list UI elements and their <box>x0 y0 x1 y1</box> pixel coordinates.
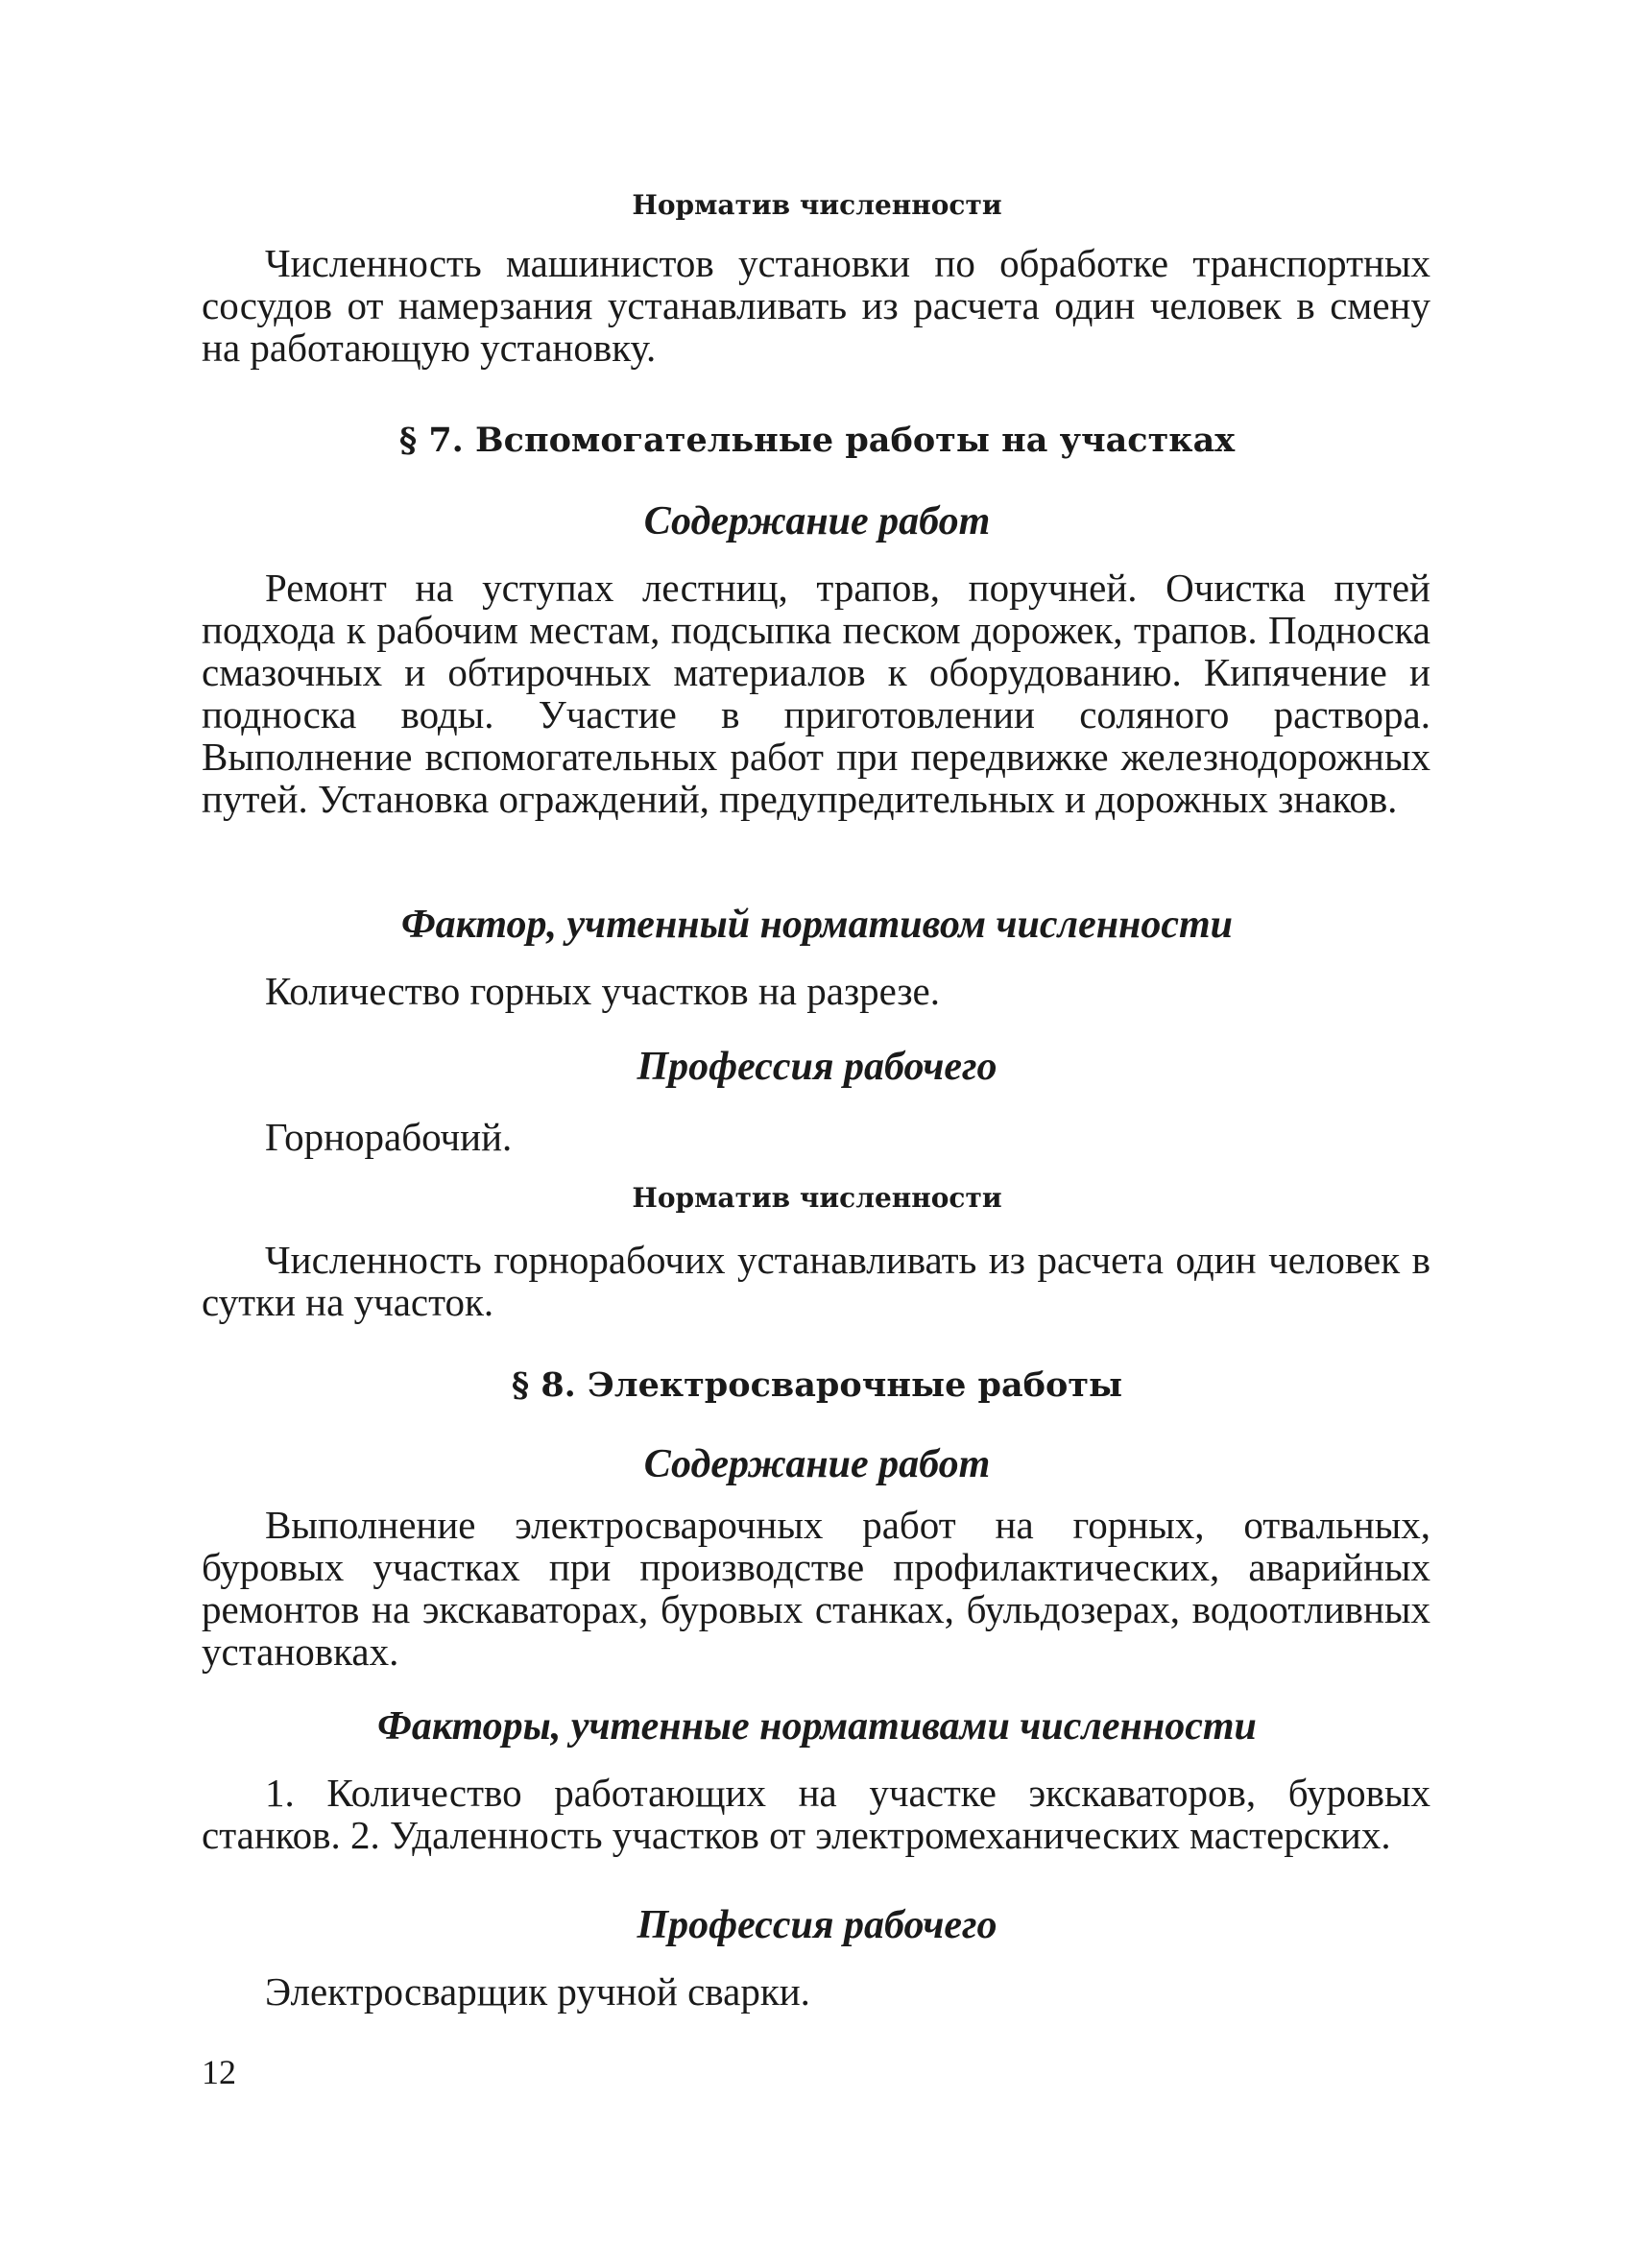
section-7-content-text: Ремонт на уступах лестниц, трапов, поручней. Очистка путей подхода к рабочим местам, подсыпка песком дорожек, трапов. Подноска смазочных и обтирочных материалов к оборудованию. Кипячение и подноска воды. Участие в приготовлении соляного раствора. Выполнение вспомогательных работ при передвижке железнодорожных путей. Установка ограждений, предупредительных и дорожных знаков. <box>202 566 1430 821</box>
section-7-norm-heading: Норматив численности <box>632 1182 1002 1214</box>
section-7-title: § 7. Вспомогательные работы на участках <box>398 421 1236 460</box>
section-7-norm-text: Численность горнорабочих устанавливать из расчета один человек в сутки на участок. <box>202 1238 1430 1324</box>
section-8-factors-text: 1. Количество работающих на участке экскаваторов, буровых станков. 2. Удаленность участков от электромеханических мастерских. <box>202 1771 1430 1857</box>
section-7-factor-heading: Фактор, учтенный нормативом численности <box>400 903 1234 947</box>
section-8-profession-heading: Профессия рабочего <box>637 1903 997 1947</box>
section-7-profession-heading: Профессия рабочего <box>637 1045 997 1089</box>
section-7-profession-text: Горнорабочий. <box>265 1115 513 1159</box>
section-8-content-heading: Содержание работ <box>643 1442 991 1486</box>
section-8-factors-heading: Факторы, учтенные нормативами численности <box>377 1704 1257 1749</box>
section-8-profession-text: Электросварщик ручной сварки. <box>265 1969 810 2014</box>
section-7-content-heading: Содержание работ <box>643 499 991 543</box>
norm-heading-top: Норматив численности <box>632 189 1002 221</box>
section-8-title: § 8. Электросварочные работы <box>511 1365 1123 1405</box>
section-8-content-text: Выполнение электросварочных работ на горных, отвальных, буровых участках при производстве профилактических, аварийных ремонтов на экскаваторах, буровых станках, бульдозерах, водоотливных установках. <box>202 1503 1430 1674</box>
section-7-factor-text: Количество горных участков на разрезе. <box>265 969 940 1013</box>
page-number: 12 <box>202 2053 236 2091</box>
norm-text-top: Численность машинистов установки по обработке транспортных сосудов от намерзания устанавливать из расчета один человек в смену на работающую установку. <box>202 241 1430 370</box>
